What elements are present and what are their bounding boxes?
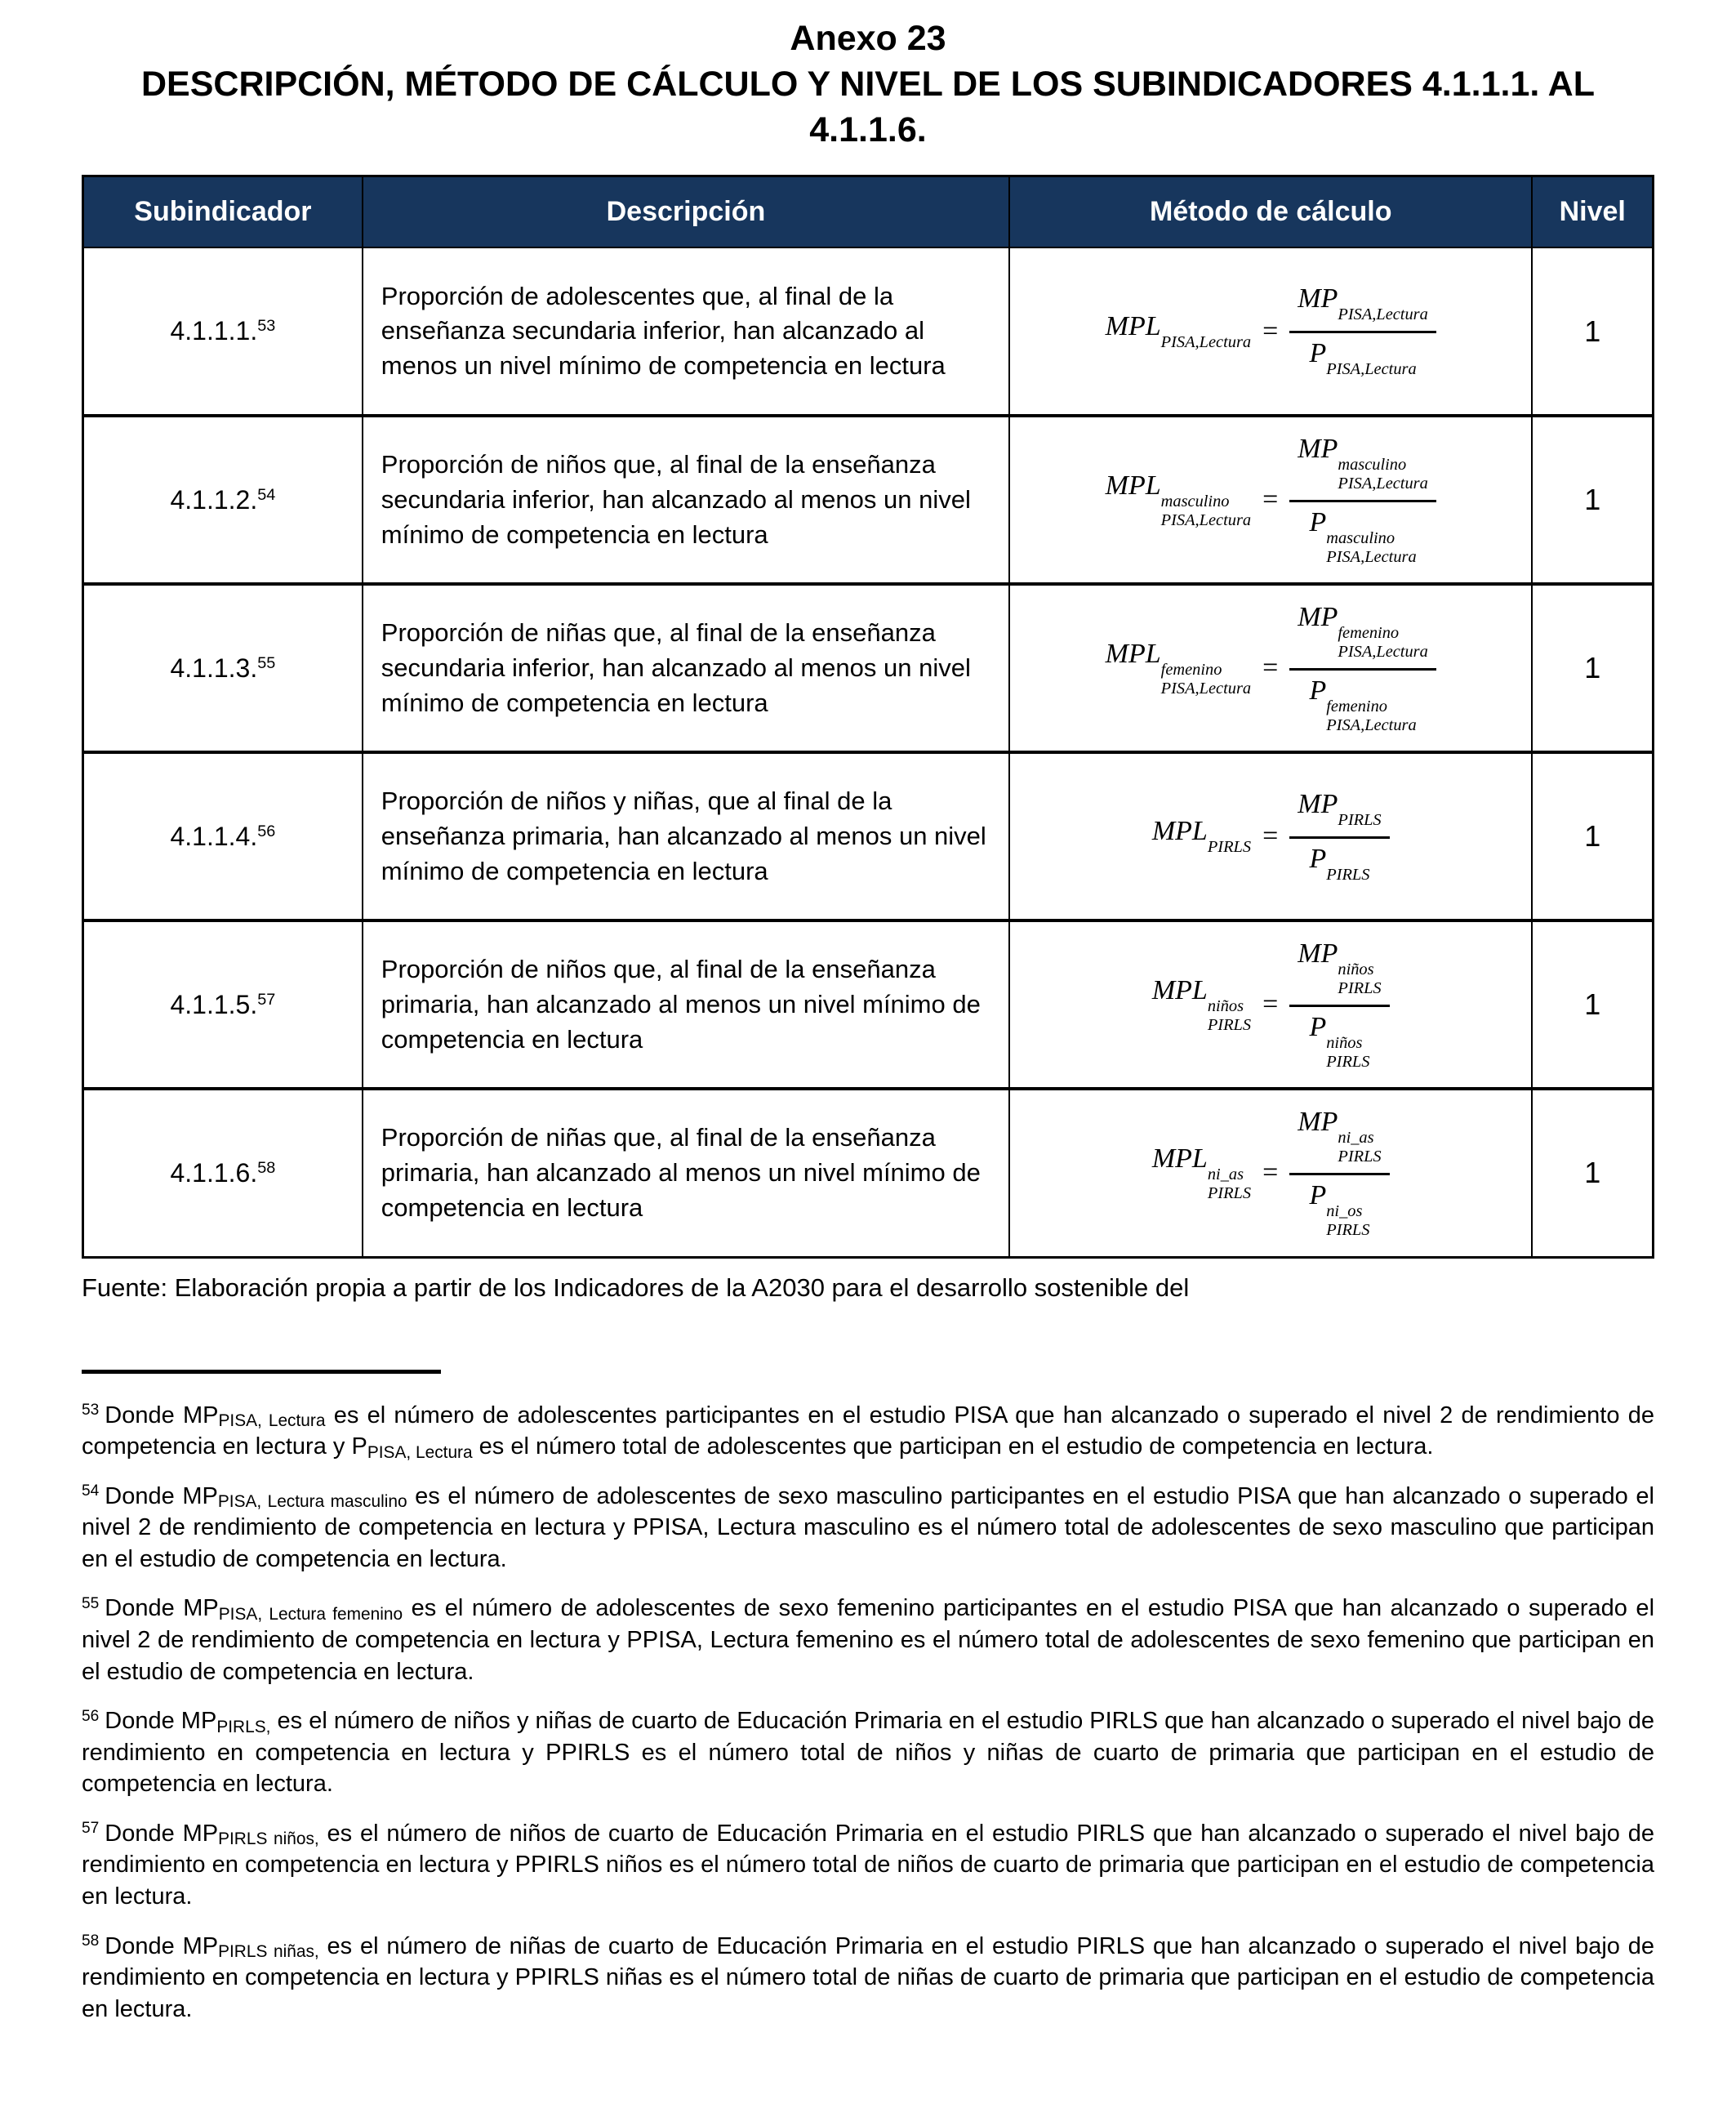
denominator-base: P [1309,506,1327,537]
annex-title-line1: Anexo 23 [790,19,946,58]
formula-numerator [1289,1107,1389,1175]
denominator-base: P [1309,843,1327,874]
annex-title-line2: DESCRIPCIÓN, MÉTODO DE CÁLCULO Y NIVEL DE LOS SUBINDICADORES 4.1.1.1. AL [140,64,1595,104]
formula-fraction [1289,938,1389,1072]
annex-title [82,16,1654,154]
subindicador-cell [83,247,363,416]
formula-lhs-base: MPL [1151,974,1208,1005]
nivel-cell: 1 [1532,584,1653,752]
header-subindicador: Subindicador [83,176,363,247]
numerator-scripts [1338,811,1381,830]
denominator-sup: femenino [1326,697,1387,715]
descripcion-cell: Proporción de niñas que, al final de la enseñanza primaria, han alcanzado al menos un nivel mínimo de competencia en lectura [363,1089,1009,1257]
formula-denominator [1289,671,1436,735]
formula-lhs [1152,816,1251,857]
footnote-number: 55 [82,1594,100,1612]
footnote-ref: 55 [257,653,276,672]
formula [1152,789,1390,885]
footnote-58 [82,1931,1654,2026]
numerator-sub: PIRLS [1338,978,1382,997]
equals-sign: = [1262,1157,1279,1188]
formula-numerator [1289,283,1436,333]
formula-numerator [1289,938,1389,1007]
footnote-subscript: PIRLS, [216,1717,271,1736]
formula [1106,283,1436,379]
footnote-text: es el número de adolescentes de sexo masculino participantes en el estudio PISA que han alcanzado o superado el nivel 2 de rendimiento de competencia en lectura y PPISA, Lectura masculino es el número total de adolescentes de sexo masculino que participan en el estudio de competencia en lectura. [82,1482,1654,1572]
footnote-54 [82,1481,1654,1575]
formula-lhs-scripts [1161,333,1251,352]
nivel-cell: 1 [1532,247,1653,416]
formula-fraction [1289,602,1436,735]
footnote-number: 56 [82,1707,100,1725]
formula-lhs-sup: masculino [1160,492,1230,510]
table-row [83,584,1654,752]
footnote-text: Donde MP [105,1402,219,1428]
equals-sign: = [1262,821,1279,852]
table-row [83,416,1654,584]
denominator-sub: PIRLS [1326,865,1370,884]
footnote-subscript: PIRLS niñas, [218,1942,319,1962]
formula-denominator [1289,333,1436,379]
denominator-scripts [1326,360,1416,379]
source-note: Fuente: Elaboración propia a partir de los Indicadores de la A2030 para el desarrollo sostenible del [82,1272,1190,1302]
formula-lhs-scripts [1208,838,1251,857]
numerator-sub: PISA,Lectura [1338,642,1428,661]
numerator-scripts [1338,305,1427,324]
numerator-sub: PISA,Lectura [1338,474,1428,492]
denominator-base: P [1309,1179,1327,1210]
footnote-text: es el número de niños de cuarto de Educación Primaria en el estudio PIRLS que han alcanzado o superado el nivel bajo de rendimiento en competencia en lectura y PPIRLS niños es el número total de niños de cuarto de primaria que participan en el estudio de competencia en lectura. [82,1820,1655,1910]
formula-denominator [1289,502,1436,567]
numerator-base: MP [1298,938,1338,969]
table-row [83,752,1654,920]
formula-numerator [1289,602,1436,671]
footnote-text: es el número de adolescentes participantes en el estudio PISA que han alcanzado o superado el nivel 2 de rendimiento de competencia en lectura y P [82,1402,1654,1460]
formula-fraction [1289,434,1436,567]
numerator-scripts [1338,624,1427,662]
footnote-subscript: PISA, Lectura femenino [218,1605,403,1625]
formula [1106,602,1436,735]
table-row [83,247,1654,416]
denominator-scripts [1326,1034,1369,1072]
formula-lhs-sub: PIRLS [1207,1015,1252,1034]
descripcion-cell: Proporción de niñas que, al final de la enseñanza secundaria inferior, han alcanzado al menos un nivel mínimo de competencia en lectura [363,584,1009,752]
formula-fraction [1289,789,1389,885]
denominator-sub: PISA,Lectura [1326,715,1417,734]
denominator-sub: PISA,Lectura [1326,547,1417,566]
formula-fraction [1289,1107,1389,1240]
footnote-text: Donde MP [105,1595,219,1622]
formula-lhs-sub: PISA,Lectura [1160,510,1252,529]
numerator-scripts [1338,456,1427,493]
formula-lhs [1106,470,1251,530]
footnote-number: 58 [82,1932,100,1950]
formula-numerator [1289,434,1436,502]
footnote-number: 54 [82,1482,100,1500]
equals-sign: = [1262,653,1279,684]
header-descripcion: Descripción [363,176,1009,247]
metodo-cell [1009,752,1532,920]
footnote-ref: 54 [257,485,276,504]
numerator-sub: PIRLS [1338,1148,1382,1166]
footnote-53 [82,1400,1654,1463]
footnote-text: es el número de adolescentes de sexo femenino participantes en el estudio PISA que han alcanzado o superado el nivel 2 de rendimiento de competencia en lectura y PPISA, Lectura femenino es el número total de adolescentes de sexo femenino que participan en el estudio de competencia en lectura. [82,1595,1655,1685]
footnote-text: Donde MP [105,1482,218,1509]
descripcion-cell: Proporción de adolescentes que, al final de la enseñanza secundaria inferior, han alcanzado al menos un nivel mínimo de competencia en lectura [363,247,1009,416]
footnote-text: es el número de niñas de cuarto de Educación Primaria en el estudio PIRLS que han alcanzado o superado el nivel bajo de rendimiento en competencia en lectura y PPIRLS niñas es el número total de niñas de cuarto de primaria que participan en el estudio de competencia en lectura. [82,1932,1655,2022]
denominator-sup: niños [1326,1033,1363,1052]
formula-denominator [1289,1007,1389,1072]
denominator-sup: masculino [1326,528,1395,547]
numerator-base: MP [1298,788,1338,819]
denominator-scripts [1326,529,1416,567]
formula-lhs-sup: niños [1207,996,1244,1015]
formula-lhs-scripts [1161,492,1251,530]
nivel-cell: 1 [1532,416,1653,584]
formula-lhs-base: MPL [1105,310,1161,341]
header-metodo: Método de cálculo [1009,176,1532,247]
header-nivel: Nivel [1532,176,1653,247]
formula-lhs-base: MPL [1105,638,1161,669]
denominator-base: P [1309,1011,1327,1042]
formula-lhs-base: MPL [1105,470,1161,501]
subindicador-code: 4.1.1.2. [170,484,258,515]
formula-lhs-scripts [1161,661,1251,698]
formula-lhs [1152,1143,1251,1203]
footnote-55 [82,1593,1654,1687]
denominator-sup: ni_os [1326,1202,1363,1221]
numerator-sup: femenino [1338,623,1400,642]
footnote-text: Donde MP [105,1932,219,1959]
footnote-text: es el número de niños y niñas de cuarto de Educación Primaria en el estudio PIRLS que han alcanzado o superado el nivel bajo de rendimiento en competencia en lectura y PPIRLS es el número total de niños y niñas de cuarto de primaria que participan en el estudio de competencia en lectura. [82,1708,1654,1798]
footnote-ref: 57 [257,990,276,1009]
subindicador-cell [83,584,363,752]
descripcion-cell: Proporción de niños que, al final de la enseñanza primaria, han alcanzado al menos un nivel mínimo de competencia en lectura [363,920,1009,1089]
subindicador-cell [83,416,363,584]
subindicador-code: 4.1.1.6. [170,1157,258,1188]
table-row [83,920,1654,1089]
denominator-scripts [1326,697,1416,735]
footnote-subscript: PISA, Lectura [218,1411,326,1431]
numerator-base: MP [1298,433,1338,464]
formula-lhs-sub: PISA,Lectura [1160,679,1252,697]
table-header-row [83,176,1654,247]
subindicador-cell [83,1089,363,1257]
numerator-scripts [1338,960,1381,998]
footnote-ref: 58 [257,1159,276,1178]
formula-denominator [1289,839,1389,885]
numerator-scripts [1338,1129,1381,1166]
nivel-cell: 1 [1532,920,1653,1089]
footnote-number: 53 [82,1402,100,1420]
denominator-sub: PIRLS [1326,1221,1370,1240]
metodo-cell [1009,920,1532,1089]
denominator-base: P [1309,338,1327,369]
metodo-cell [1009,584,1532,752]
metodo-cell [1009,1089,1532,1257]
numerator-sub: PISA,Lectura [1338,305,1428,324]
denominator-sub: PIRLS [1326,1052,1370,1071]
footnote-subscript: PIRLS niños, [218,1830,319,1849]
denominator-scripts [1326,1202,1369,1240]
numerator-sup: ni_as [1338,1129,1374,1148]
denominator-sub: PISA,Lectura [1326,360,1417,379]
formula-lhs-sub: PISA,Lectura [1160,332,1252,351]
numerator-base: MP [1298,1106,1338,1137]
formula [1106,434,1436,567]
formula-lhs-sub: PIRLS [1207,1184,1252,1203]
numerator-sub: PIRLS [1338,810,1382,829]
formula-lhs [1152,975,1251,1035]
formula [1152,938,1390,1072]
formula-denominator [1289,1175,1389,1240]
subindicador-cell [83,752,363,920]
metodo-cell [1009,416,1532,584]
metodo-cell [1009,247,1532,416]
descripcion-cell: Proporción de niños y niñas, que al final de la enseñanza primaria, han alcanzado al menos un nivel mínimo de competencia en lectura [363,752,1009,920]
footnote-text: Donde MP [105,1708,217,1735]
equals-sign: = [1262,989,1279,1020]
footnote-number: 57 [82,1820,100,1838]
descripcion-cell: Proporción de niños que, al final de la enseñanza secundaria inferior, han alcanzado al menos un nivel mínimo de competencia en lectura [363,416,1009,584]
formula-lhs-sub: PIRLS [1207,838,1252,857]
table-row [83,1089,1654,1257]
equals-sign: = [1262,484,1279,515]
denominator-base: P [1309,675,1327,706]
formula-lhs-scripts [1208,1165,1251,1203]
footnote-text: es el número total de adolescentes que participan en el estudio de competencia en lectura. [472,1433,1434,1460]
nivel-cell: 1 [1532,752,1653,920]
nivel-cell: 1 [1532,1089,1653,1257]
footnote-subscript: PISA, Lectura masculino [217,1492,407,1512]
footnote-ref: 56 [257,822,276,840]
subindicador-code: 4.1.1.5. [170,989,258,1019]
numerator-base: MP [1298,601,1338,632]
formula-lhs-sup: femenino [1160,660,1222,679]
formula-lhs-scripts [1208,997,1251,1035]
subindicador-code: 4.1.1.1. [170,316,258,346]
formula-lhs-base: MPL [1151,816,1208,847]
subindicador-code: 4.1.1.3. [170,653,258,683]
formula-numerator [1289,789,1389,839]
numerator-base: MP [1298,283,1338,314]
footnote-text: Donde MP [105,1820,219,1847]
formula-fraction [1289,283,1436,379]
numerator-sup: niños [1338,960,1374,978]
formula-lhs [1106,639,1251,698]
footnote-ref: 53 [257,317,276,336]
formula-lhs-sup: ni_as [1207,1165,1244,1184]
denominator-scripts [1326,866,1369,885]
footnote-56 [82,1705,1654,1800]
subindicador-code: 4.1.1.4. [170,821,258,851]
formula [1152,1107,1390,1240]
footnote-57 [82,1818,1654,1913]
formula-lhs-base: MPL [1151,1143,1208,1174]
subindicador-cell [83,920,363,1089]
footnote-subscript: PISA, Lectura [367,1442,473,1462]
formula-lhs [1106,311,1251,352]
numerator-sup: masculino [1338,455,1407,474]
equals-sign: = [1262,315,1279,346]
annex-title-line3: 4.1.1.6. [809,109,927,149]
footnote-separator [82,1370,441,1374]
subindicators-table [82,175,1654,1259]
